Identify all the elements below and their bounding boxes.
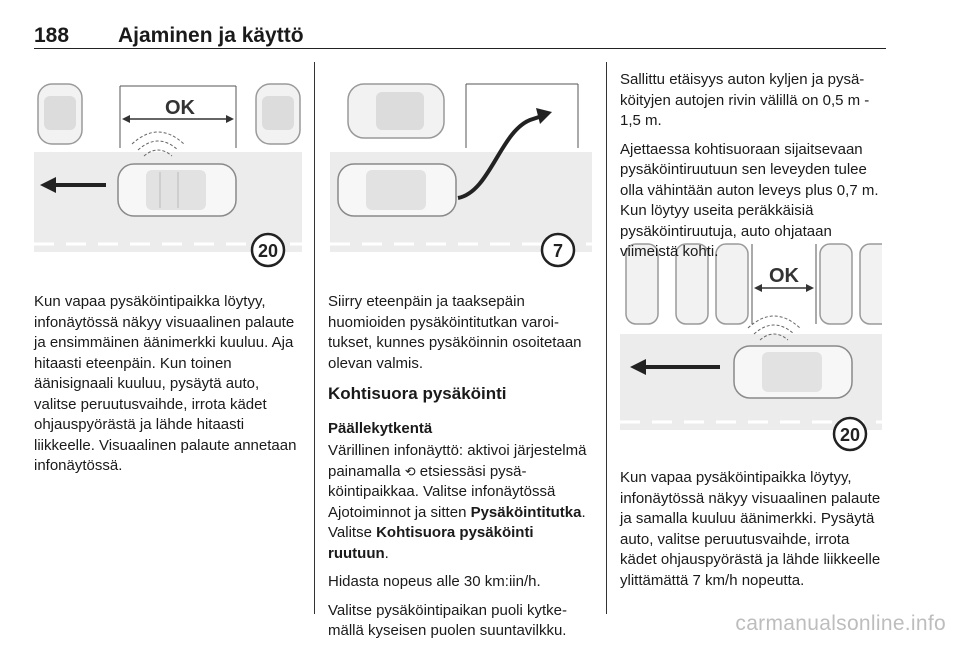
page-number: 188 [34, 24, 70, 47]
figure-badge-1: 20 [257, 241, 279, 261]
paragraph: Värillinen infonäyttö: aktivoi järjestelmä painamalla ⟲ etsiessäsi pysäköintipaikkaa. Valitse infonäytössä Ajotoiminnot ja sitten Pysäköintitutka. Valitse Kohtisuora pysäköinti ruutuun. [328, 442, 587, 562]
page-header [34, 8, 886, 49]
watermark: carmanualsonline.info [735, 612, 946, 635]
figure-badge-3: 20 [839, 425, 861, 445]
paragraph: Kun vapaa pysäköintipaikka löytyy, infonäytössä näkyy visuaalinen palaute ja samalla kuuluu äänimerkki. Pysäytä auto, valitse peruutusvaihde, irrota kädet ohjauspyörästä ja lähde liikkeelle ylittämättä 7 km/h nopeutta. [620, 469, 881, 589]
parked-car-left [38, 84, 82, 144]
figure-manoeuvre [330, 72, 592, 282]
parked-car-right [256, 84, 300, 144]
parking-sensor-icon: ⟲ [404, 463, 416, 479]
paragraph: Valitse pysäköintipaikan puoli kytkemällä kyseisen puolen suuntavilkku. [328, 601, 568, 639]
column-2-text [328, 292, 596, 650]
paragraph: Siirry eteenpäin ja taaksepäin huomioiden pysäköintitutkan varoitukset, kunnes pysäköinnin osoitetaan olevan valmis. [328, 293, 582, 372]
column-divider-2 [606, 62, 607, 614]
figure-perpendicular-parking [620, 238, 882, 456]
paragraph: Kun vapaa pysäköintipaikka löytyy, infonäytössä näkyy visuaalinen palaute ja ensimmäinen äänimerkki kuuluu. Aja hitaasti eteenpäin. Kun toinen äänisignaali kuuluu, pysäytä auto, valitse peruutusvaihde, irrota kädet ohjauspyörästä ja lähde hitaasti liikkeelle. Visuaalinen palaute annetaan infonäytössä. [34, 293, 297, 474]
paragraph: Ajettaessa kohtisuoraan sijaitsevaan pysäköintiruutuun sen leveyden tulee olla vähintään auton leveys plus 0,7 m. Kun löytyy useita peräkkäisiä pysäköintiruutuja, auto ohjataan viimeistä kohti. [620, 140, 879, 260]
parked-car [348, 84, 444, 138]
page-title: Ajaminen ja käyttö [118, 24, 304, 47]
paragraph: Sallittu etäisyys auton kyljen ja pysäköityjen autojen rivin välillä on 0,5 m - 1,5 m. [620, 71, 870, 129]
column-3-text [620, 70, 888, 271]
column-divider-1 [314, 62, 315, 614]
figure-parallel-parking [34, 72, 302, 282]
ok-label: OK [165, 97, 195, 119]
subheading: Päällekytkentä [328, 419, 433, 437]
moving-car [338, 164, 456, 216]
paragraph: Hidasta nopeus alle 30 km:iin/h. [328, 573, 541, 590]
moving-car [734, 346, 852, 398]
column-3-text-lower [620, 468, 888, 599]
column-1-text [34, 292, 302, 485]
moving-car [118, 164, 236, 216]
ok-label: OK [769, 265, 799, 287]
figure-badge-2: 7 [552, 241, 564, 261]
section-heading: Kohtisuora pysäköinti [328, 384, 507, 403]
